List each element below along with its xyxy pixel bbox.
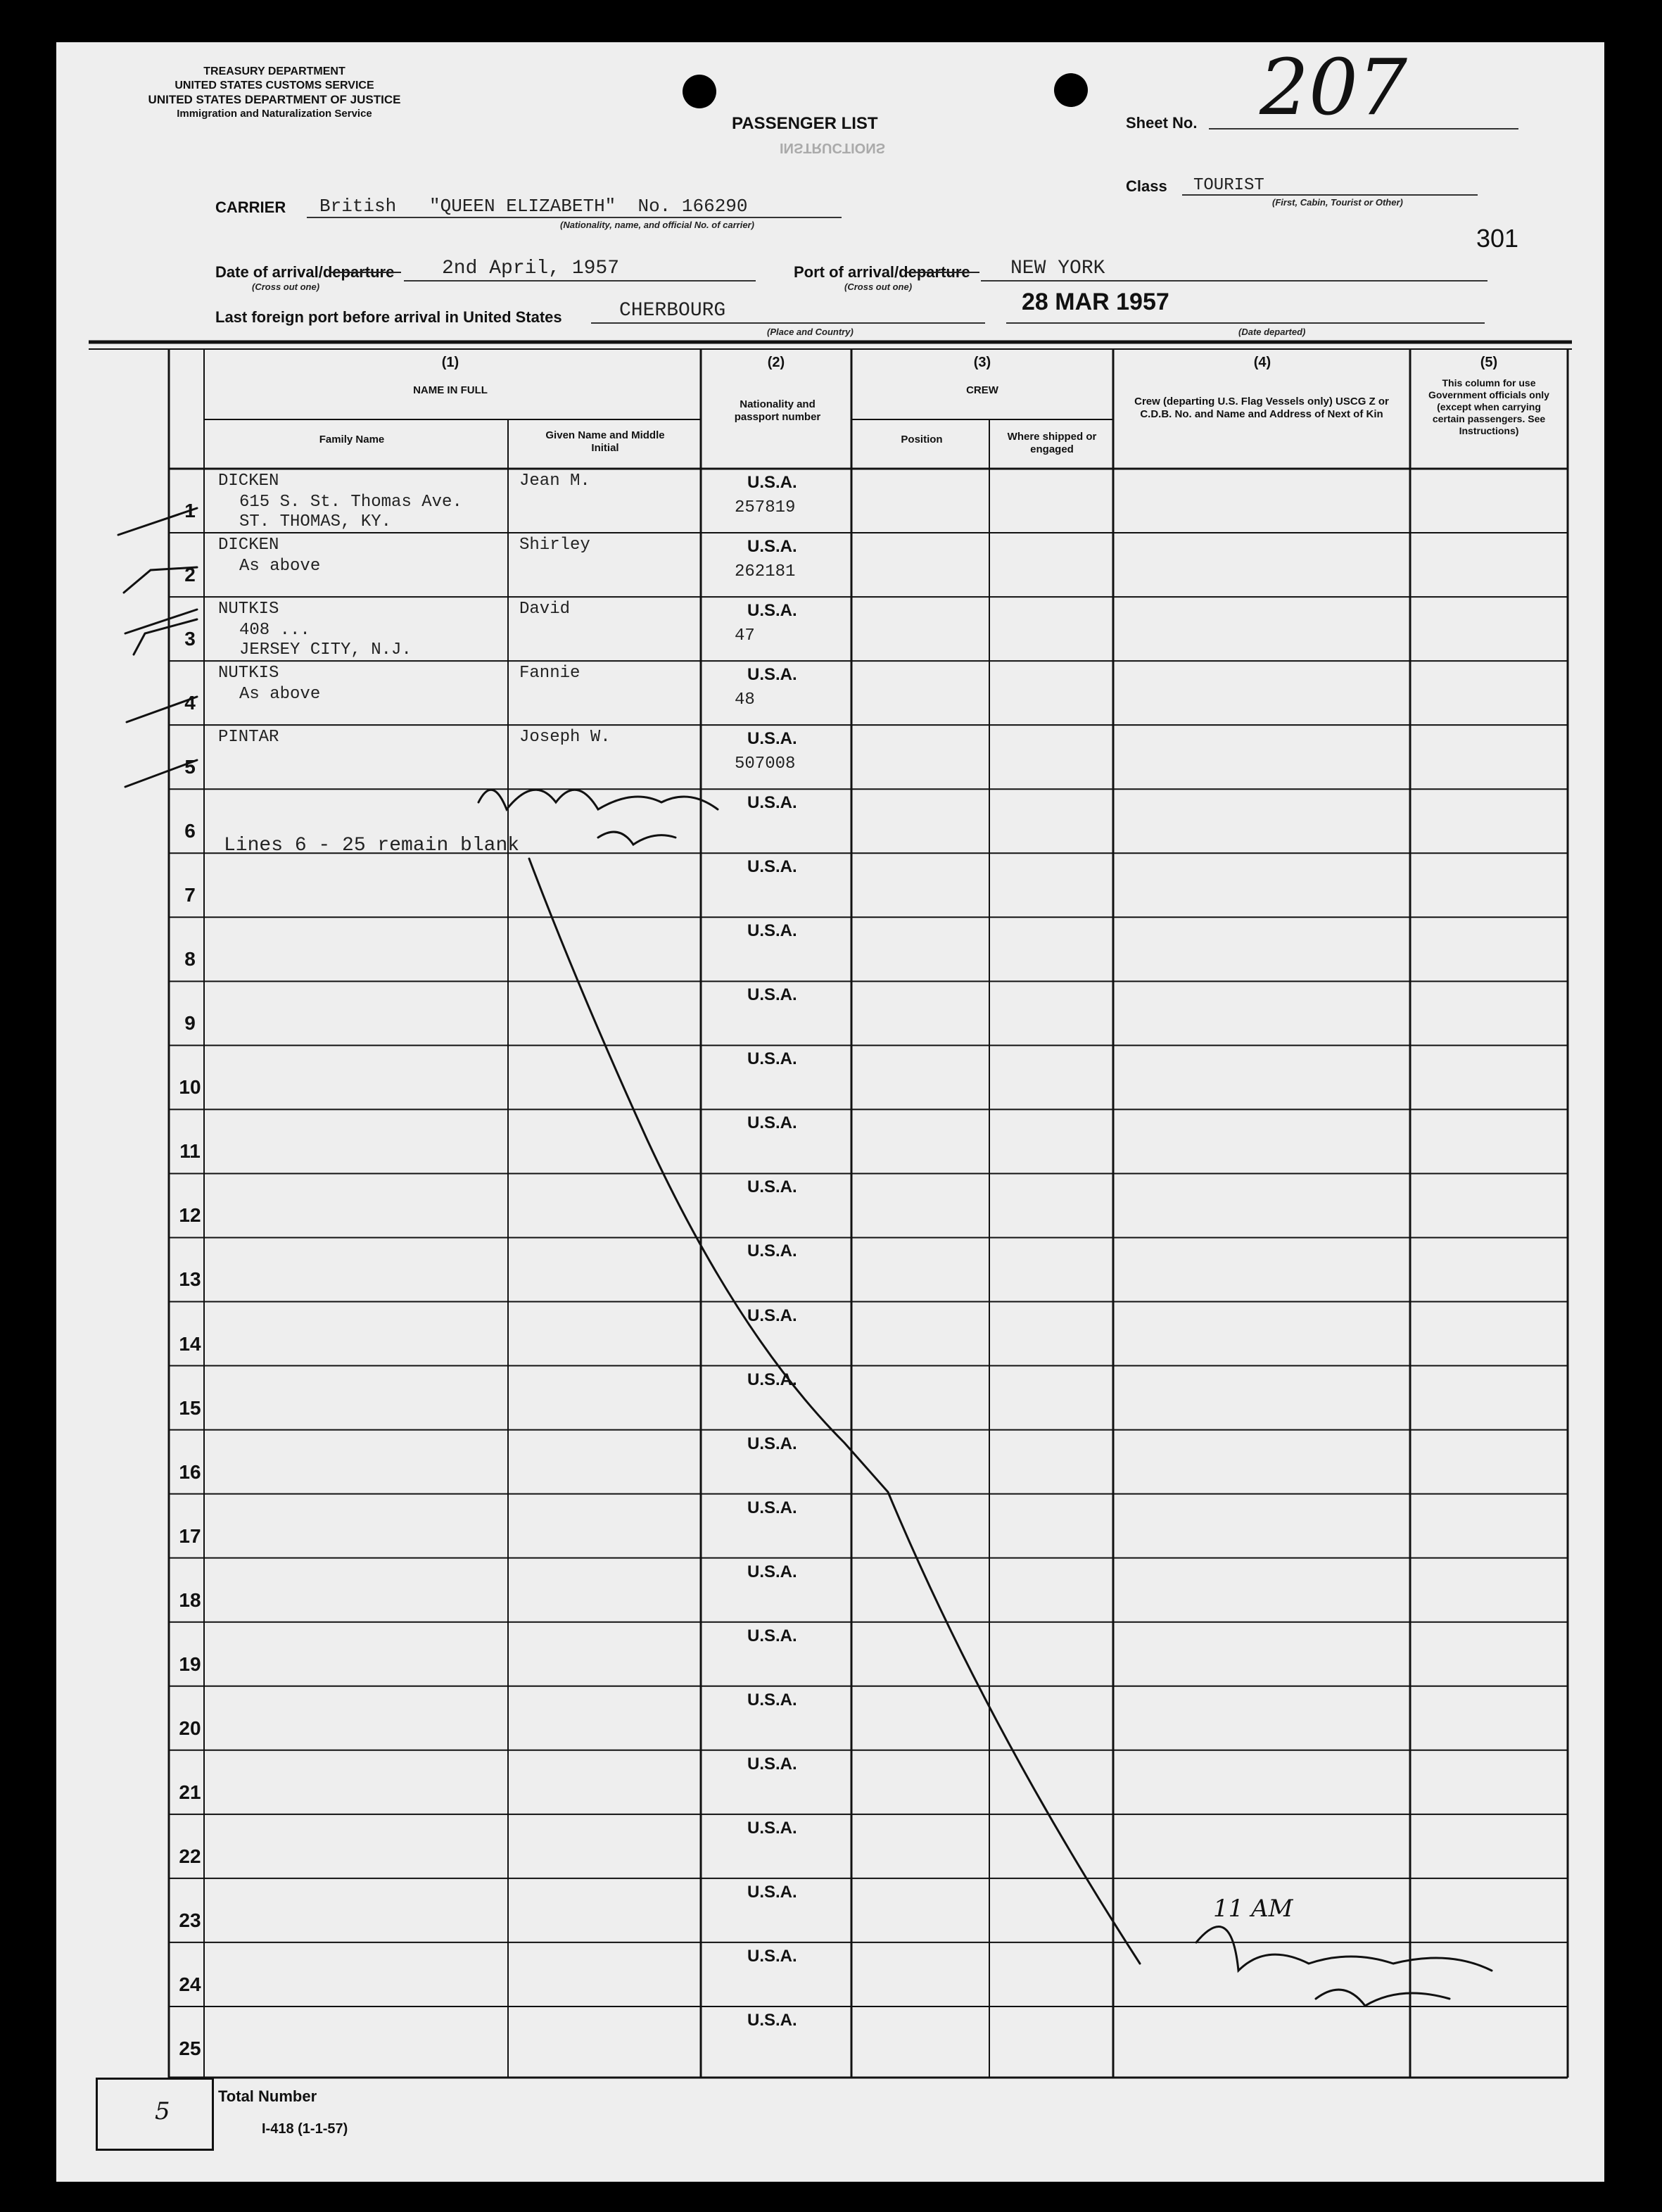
class-hint: (First, Cabin, Tourist or Other) xyxy=(1272,197,1403,208)
line-number: 23 xyxy=(179,1909,201,1931)
given-name: Jean M. xyxy=(519,472,590,491)
nationality-cell: U.S.A. xyxy=(747,729,797,749)
col2-header: Nationality and passport number xyxy=(734,398,821,423)
nationality-cell: U.S.A. xyxy=(747,1113,797,1133)
line-number: 4 xyxy=(184,692,196,714)
arrival-port-value: NEW YORK xyxy=(1010,258,1105,279)
arrival-date-label: Date of arrival/departure xyxy=(215,263,395,281)
arrival-date-value: 2nd April, 1957 xyxy=(442,258,620,279)
nationality-cell: U.S.A. xyxy=(747,1370,797,1389)
address-line-1: As above xyxy=(239,685,321,704)
family-name: DICKEN xyxy=(218,472,279,491)
col1-header: NAME IN FULL xyxy=(413,384,488,396)
carrier-label: CARRIER xyxy=(215,198,286,216)
address-line-2: JERSEY CITY, N.J. xyxy=(239,640,412,660)
line-number: 9 xyxy=(184,1012,196,1035)
line-number: 1 xyxy=(184,500,196,522)
line-number: 25 xyxy=(179,2037,201,2059)
total-label: Total Number xyxy=(218,2087,317,2105)
line-number: 18 xyxy=(179,1588,201,1611)
nationality-cell: U.S.A. xyxy=(747,1946,797,1966)
nationality-cell: U.S.A. xyxy=(747,1049,797,1069)
address-line-1: As above xyxy=(239,557,321,576)
address-line-1: 615 S. St. Thomas Ave. xyxy=(239,493,462,512)
arrival-port-hint: (Cross out one) xyxy=(844,282,913,292)
col5-number: (5) xyxy=(1480,355,1498,370)
line-number: 13 xyxy=(179,1268,201,1291)
line-number: 21 xyxy=(179,1781,201,1803)
given-name: Shirley xyxy=(519,536,590,555)
line-number: 3 xyxy=(184,628,196,650)
col3a-header: Position xyxy=(901,434,943,445)
agency-ins: Immigration and Naturalization Service xyxy=(177,108,372,120)
sheet-label: Sheet No. xyxy=(1126,114,1198,132)
agency-treasury: TREASURY DEPARTMENT xyxy=(203,65,345,77)
agency-justice: UNITED STATES DEPARTMENT OF JUSTICE xyxy=(148,93,401,106)
line-number: 16 xyxy=(179,1460,201,1483)
nationality-cell: U.S.A. xyxy=(747,1818,797,1838)
nationality-cell: U.S.A. xyxy=(747,1882,797,1902)
col4-number: (4) xyxy=(1253,355,1271,370)
nationality-cell: U.S.A. xyxy=(747,985,797,1005)
given-name: David xyxy=(519,600,571,619)
date-departed-hint: (Date departed) xyxy=(1238,327,1306,337)
nationality-cell: U.S.A. xyxy=(747,921,797,941)
blank-lines-note: Lines 6 - 25 remain blank xyxy=(224,835,520,857)
nationality-cell: U.S.A. xyxy=(747,601,797,621)
last-port-value: CHERBOURG xyxy=(619,300,726,322)
nationality-cell: U.S.A. xyxy=(747,665,797,685)
sheet-number: 207 xyxy=(1260,42,1407,132)
family-name: DICKEN xyxy=(218,536,279,555)
col2-number: (2) xyxy=(767,355,785,370)
passport-number: 262181 xyxy=(735,562,796,582)
last-port-hint: (Place and Country) xyxy=(767,327,854,337)
line-number: 6 xyxy=(184,820,196,842)
nationality-cell: U.S.A. xyxy=(747,1754,797,1774)
given-name: Joseph W. xyxy=(519,728,611,747)
line-number: 2 xyxy=(184,564,196,586)
given-name: Fannie xyxy=(519,664,581,683)
line-number: 24 xyxy=(179,1973,201,1995)
family-name: NUTKIS xyxy=(218,600,279,619)
line-number: 19 xyxy=(179,1652,201,1675)
line-number: 20 xyxy=(179,1717,201,1739)
line-number: 17 xyxy=(179,1524,201,1547)
nationality-cell: U.S.A. xyxy=(747,537,797,557)
nationality-cell: U.S.A. xyxy=(747,1562,797,1581)
nationality-cell: U.S.A. xyxy=(747,1241,797,1261)
nationality-cell: U.S.A. xyxy=(747,1690,797,1709)
line-number: 8 xyxy=(184,948,196,971)
col1a-header: Family Name xyxy=(319,434,385,445)
nationality-cell: U.S.A. xyxy=(747,793,797,813)
line-number: 14 xyxy=(179,1332,201,1355)
family-name: NUTKIS xyxy=(218,664,279,683)
stamp-number: 301 xyxy=(1476,224,1519,253)
passport-number: 257819 xyxy=(735,498,796,517)
form-number: I-418 (1-1-57) xyxy=(262,2121,348,2137)
line-number: 10 xyxy=(179,1076,201,1099)
col4-header: Crew (departing U.S. Flag Vessels only) USCG Z or C.D.B. No. and Name and Address of Next of Kin xyxy=(1134,396,1389,420)
address-line-1: 408 ... xyxy=(239,621,310,640)
passport-number: 507008 xyxy=(735,754,796,774)
form-title: PASSENGER LIST xyxy=(732,114,878,133)
line-number: 7 xyxy=(184,884,196,906)
handwritten-time: 11 AM xyxy=(1213,1895,1293,1923)
address-line-2: ST. THOMAS, KY. xyxy=(239,512,392,531)
nationality-cell: U.S.A. xyxy=(747,1306,797,1325)
date-departed-stamp: 28 MAR 1957 xyxy=(1022,289,1169,315)
carrier-hint: (Nationality, name, and official No. of carrier) xyxy=(560,220,754,230)
col5-header: This column for use Government officials only (except when carrying certain passengers. See Instructions) xyxy=(1428,377,1549,436)
nationality-cell: U.S.A. xyxy=(747,857,797,877)
line-number: 15 xyxy=(179,1396,201,1419)
passport-number: 48 xyxy=(735,690,755,710)
nationality-cell: U.S.A. xyxy=(747,2010,797,2030)
class-label: Class xyxy=(1126,177,1167,195)
line-number: 22 xyxy=(179,1845,201,1867)
nationality-cell: U.S.A. xyxy=(747,1626,797,1645)
col1-number: (1) xyxy=(441,355,459,370)
nationality-cell: U.S.A. xyxy=(747,1177,797,1197)
total-value: 5 xyxy=(155,2097,170,2125)
line-number: 5 xyxy=(184,756,196,778)
line-number: 11 xyxy=(179,1140,201,1163)
family-name: PINTAR xyxy=(218,728,279,747)
col3-number: (3) xyxy=(973,355,991,370)
agency-customs: UNITED STATES CUSTOMS SERVICE xyxy=(175,80,374,91)
instructions-mirror: INSTRUCTIONS xyxy=(780,140,885,156)
nationality-cell: U.S.A. xyxy=(747,1498,797,1517)
col3b-header: Where shipped or engaged xyxy=(1007,431,1097,455)
line-number: 12 xyxy=(179,1204,201,1227)
passport-number: 47 xyxy=(735,626,755,646)
arrival-date-hint: (Cross out one) xyxy=(252,282,320,292)
class-value: TOURIST xyxy=(1193,176,1264,195)
nationality-cell: U.S.A. xyxy=(747,473,797,492)
arrival-port-label: Port of arrival/departure xyxy=(794,263,970,281)
col3-header: CREW xyxy=(966,384,998,396)
col1b-header: Given Name and Middle Initial xyxy=(545,429,665,454)
last-port-label: Last foreign port before arrival in United States xyxy=(215,308,562,326)
carrier-value: British "QUEEN ELIZABETH" No. 166290 xyxy=(319,196,748,217)
nationality-cell: U.S.A. xyxy=(747,1434,797,1453)
